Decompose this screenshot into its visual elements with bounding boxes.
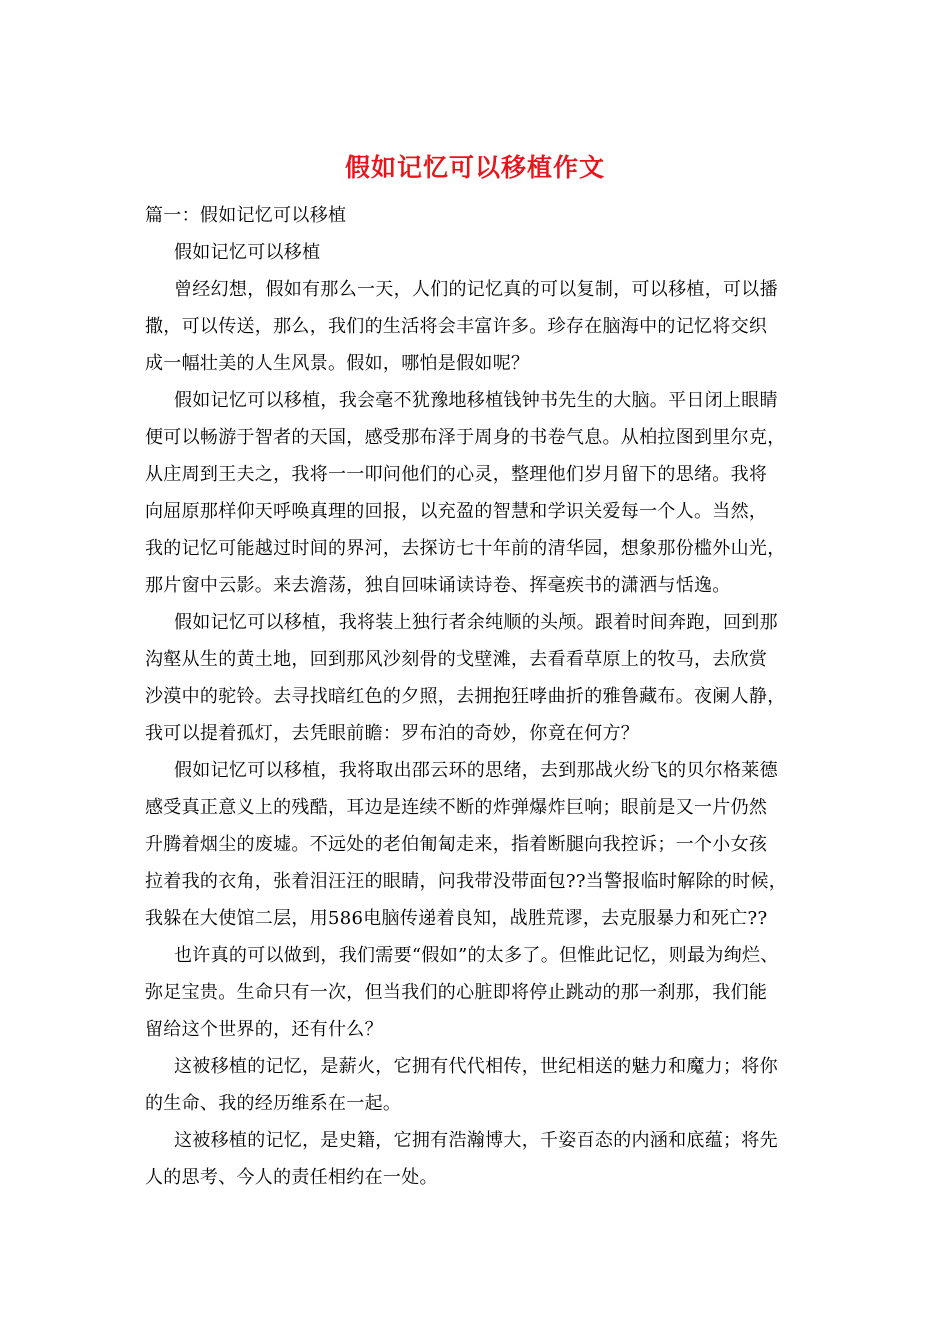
text-line: 留给这个世界的，还有什么？ (145, 1019, 383, 1040)
text-line: 便可以畅游于智者的天国，感受那布泽于周身的书卷气息。从柏拉图到里尔克， (145, 427, 786, 448)
text-line: 那片窗中云影。来去澹荡，独自回味诵读诗卷、挥毫疾书的潇洒与恬逸。 (145, 575, 731, 596)
document-title: 假如记忆可以移植作文 (344, 153, 605, 182)
text-line: 感受真正意义上的残酷，耳边是连续不断的炸弹爆炸巨响；眼前是又一片仍然 (145, 797, 768, 818)
text-line: 假如记忆可以移植，我会毫不犹豫地移植钱钟书先生的大脑。平日闭上眼睛 (174, 390, 778, 411)
text-line: 我躲在大使馆二层，用586电脑传递着良知，战胜荒谬，去克服暴力和死亡?? (145, 908, 768, 929)
text-line: 沟壑从生的黄土地，回到那风沙刻骨的戈壁滩，去看看草原上的牧马，去欣赏 (145, 649, 768, 670)
text-line: 拉着我的衣角，张着泪汪汪的眼睛，问我带没带面包??当警报临时解除的时候， (145, 871, 788, 892)
text-line: 篇一：假如记忆可以移植 (145, 205, 347, 226)
text-line: 曾经幻想，假如有那么一天，人们的记忆真的可以复制，可以移植，可以播 (174, 279, 778, 300)
text-line: 这被移植的记忆，是史籍，它拥有浩瀚博大，千姿百态的内涵和底蕴；将先 (174, 1130, 778, 1151)
text-line: 人的思考、今人的责任相约在一处。 (145, 1167, 438, 1188)
text-line: 我的记忆可能越过时间的界河，去探访七十年前的清华园，想象那份槛外山光， (145, 538, 786, 559)
text-line: 也许真的可以做到，我们需要“假如”的太多了。但惟此记忆，则最为绚烂、 (174, 945, 779, 966)
text-line: 向屈原那样仰天呼唤真理的回报，以充盈的智慧和学识关爱每一个人。当然， (145, 501, 768, 522)
text-line: 假如记忆可以移植 (174, 242, 321, 263)
text-line: 成一幅壮美的人生风景。假如，哪怕是假如呢？ (145, 353, 530, 374)
text-line: 的生命、我的经历维系在一起。 (145, 1093, 402, 1114)
document-body (145, 197, 817, 1196)
text-line: 升腾着烟尘的废墟。不远处的老伯匍匐走来，指着断腿向我控诉；一个小女孩 (145, 834, 768, 855)
text-line: 这被移植的记忆，是薪火，它拥有代代相传，世纪相送的魅力和魔力；将你 (174, 1056, 778, 1077)
text-line: 撒，可以传送，那么，我们的生活将会丰富许多。珍存在脑海中的记忆将交织 (145, 316, 768, 337)
text-line: 沙漠中的驼铃。去寻找暗红色的夕照，去拥抱狂哮曲折的雅鲁藏布。夜阑人静， (145, 686, 786, 707)
text-line: 弥足宝贵。生命只有一次，但当我们的心脏即将停止跳动的那一刹那，我们能 (145, 982, 768, 1003)
text-line: 从庄周到王夫之，我将一一叩问他们的心灵，整理他们岁月留下的思绪。我将 (145, 464, 768, 485)
text-line: 假如记忆可以移植，我将取出邵云环的思绪，去到那战火纷飞的贝尔格莱德 (174, 760, 778, 781)
text-line: 我可以提着孤灯，去凭眼前瞻：罗布泊的奇妙，你竟在何方？ (145, 723, 640, 744)
text-line: 假如记忆可以移植，我将装上独行者余纯顺的头颅。跟着时间奔跑，回到那 (174, 612, 778, 633)
